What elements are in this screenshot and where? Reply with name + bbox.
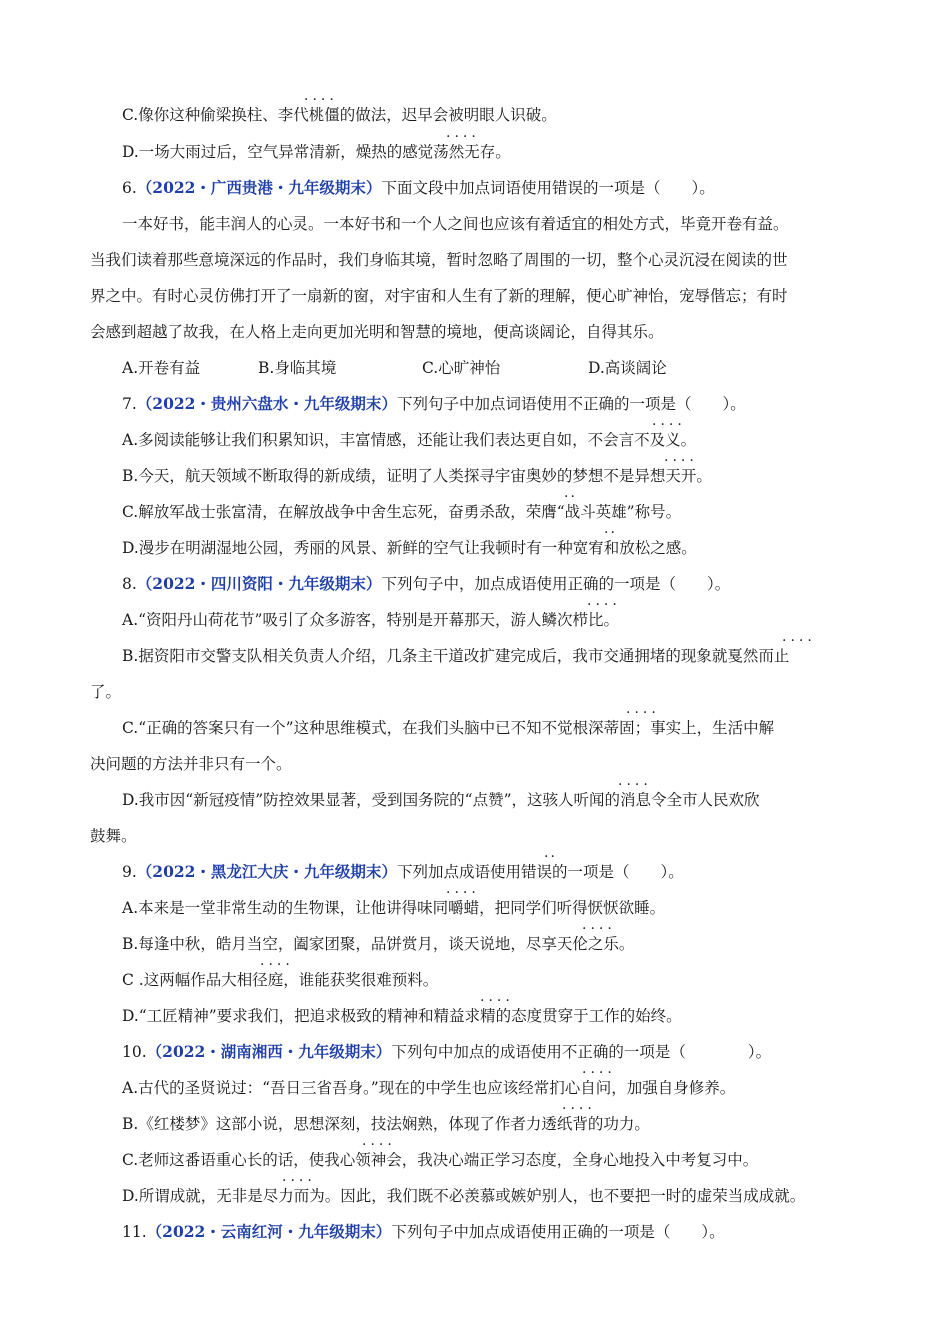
question-source: （2022・黑龙江大庆・九年级期末） bbox=[136, 862, 397, 881]
emphasis-dots: ·· bbox=[604, 525, 617, 541]
q10-option-b: B.《红楼梦》这部小说，思想深刻，技法娴熟，体现了作者力透纸背的功力。 bbox=[122, 1115, 650, 1133]
passage-line: 界之中。有时心灵仿佛打开了一扇新的窗，对宇宙和人生有了新的理解，便心旷神怡，宠辱偕忘；有时 bbox=[90, 287, 788, 305]
question-source: （2022・四川资阳・九年级期末） bbox=[136, 574, 382, 593]
question-stem: 下列句子中加点成语使用正确的一项是（ ）。 bbox=[391, 1223, 725, 1241]
emphasis-dots: ···· bbox=[562, 1101, 596, 1117]
emphasis-dots: ···· bbox=[782, 633, 816, 649]
q7-option-a: A.多阅读能够让我们积累知识，丰富情感，还能让我们表达更自如，不会言不及义。 bbox=[122, 431, 697, 449]
q8-option-b: B.据资阳市交警支队相关负责人介绍，几条主干道改扩建完成后，我市交通拥堵的现象就戛然而止 bbox=[122, 647, 790, 665]
question-10-header bbox=[122, 1042, 771, 1062]
q8-option-d-cont: 鼓舞。 bbox=[90, 827, 137, 845]
q10-option-d: D.所谓成就，无非是尽力而为。因此，我们既不必羡慕或嫉妒别人，也不要把一时的虚荣当成成就。 bbox=[122, 1187, 806, 1205]
q9-option-b: B.每逢中秋，皓月当空，阖家团聚，品饼赏月，谈天说地，尽享天伦之乐。 bbox=[122, 935, 635, 953]
question-stem: 下列句中加点的成语使用不正确的一项是（ ）。 bbox=[391, 1043, 772, 1061]
emphasis-dots: ···· bbox=[446, 885, 480, 901]
question-number: 10. bbox=[122, 1043, 147, 1061]
emphasis-dots: ···· bbox=[618, 777, 652, 793]
q8-option-c-cont: 决问题的方法并非只有一个。 bbox=[90, 755, 292, 773]
emphasis-dots: ···· bbox=[582, 1065, 616, 1081]
emphasis-dots: ···· bbox=[480, 993, 514, 1009]
q7-option-b: B.今天，航天领域不断取得的新成绩，证明了人类探寻宇宙奥妙的梦想不是异想天开。 bbox=[122, 467, 712, 485]
question-6-header bbox=[122, 178, 715, 198]
emphasis-dots: ···· bbox=[446, 129, 480, 145]
emphasis-dots: ···· bbox=[282, 1173, 316, 1189]
question-stem: 下列句子中，加点成语使用正确的一项是（ ）。 bbox=[381, 575, 731, 593]
question-source: （2022・云南红河・九年级期末） bbox=[146, 1222, 392, 1241]
question-stem: 下面文段中加点词语使用错误的一项是（ ）。 bbox=[381, 179, 715, 197]
option-b: B.身临其境 bbox=[258, 359, 337, 377]
option-c: C.心旷神怡 bbox=[422, 359, 501, 377]
emphasis-dots: ···· bbox=[626, 705, 660, 721]
question-9-header bbox=[122, 862, 684, 882]
question-source: （2022・湖南湘西・九年级期末） bbox=[146, 1042, 392, 1061]
emphasis-dots: ···· bbox=[652, 417, 686, 433]
q8-option-c: C.“正确的答案只有一个”这种思维模式，在我们头脑中已不知不觉根深蒂固；事实上，生活中解 bbox=[122, 719, 775, 737]
question-number: 7. bbox=[122, 395, 137, 413]
passage-line: 会感到超越了故我，在人格上走向更加光明和智慧的境地，便高谈阔论，自得其乐。 bbox=[90, 323, 664, 341]
question-source: （2022・贵州六盘水・九年级期末） bbox=[136, 394, 397, 413]
q8-option-a: A.“资阳丹山荷花节”吸引了众多游客，特别是开幕那天，游人鳞次栉比。 bbox=[122, 611, 619, 629]
question-number: 6. bbox=[122, 179, 137, 197]
q5-option-c: C.像你这种偷梁换柱、李代桃僵的做法，迟早会被明眼人识破。 bbox=[122, 106, 557, 124]
q8-option-b-cont: 了。 bbox=[90, 683, 122, 701]
emphasis-dots: ·· bbox=[564, 489, 577, 505]
passage-line: 一本好书，能丰润人的心灵。一本好书和一个人之间也应该有着适宜的相处方式，毕竟开卷有益。 bbox=[122, 215, 789, 233]
emphasis-dots: ·· bbox=[544, 849, 557, 865]
q10-option-c: C.老师这番语重心长的话，使我心领神会，我决心端正学习态度，全身心地投入中考复习中。 bbox=[122, 1151, 759, 1169]
emphasis-dots: ···· bbox=[664, 453, 698, 469]
question-7-header bbox=[122, 394, 746, 414]
q9-option-c: C .这两幅作品大相径庭，谁能获奖很难预料。 bbox=[122, 971, 439, 989]
question-number: 9. bbox=[122, 863, 137, 881]
emphasis-dots: ···· bbox=[260, 957, 294, 973]
question-number: 8. bbox=[122, 575, 137, 593]
question-6-options bbox=[122, 358, 667, 378]
question-8-header bbox=[122, 574, 730, 594]
q8-option-d: D.我市因“新冠疫情”防控效果显著，受到国务院的“点赞”，这骇人听闻的消息令全市人民欢欣 bbox=[122, 791, 760, 809]
q7-option-d: D.漫步在明湖湿地公园，秀丽的风景、新鲜的空气让我顿时有一种宽宥和放松之感。 bbox=[122, 539, 697, 557]
emphasis-dots: ···· bbox=[587, 597, 621, 613]
question-11-header bbox=[122, 1222, 725, 1242]
passage-line: 当我们读着那些意境深远的作品时，我们身临其境，暂时忽略了周围的一切，整个心灵沉浸在阅读的世 bbox=[90, 251, 788, 269]
q9-option-d: D.“工匠精神”要求我们，把追求极致的精神和精益求精的态度贯穿于工作的始终。 bbox=[122, 1007, 682, 1025]
q5-option-d: D.一场大雨过后，空气异常清新，燥热的感觉荡然无存。 bbox=[122, 143, 511, 161]
q9-option-a: A.本来是一堂非常生动的生物课，让他讲得味同嚼蜡，把同学们听得恹恹欲睡。 bbox=[122, 899, 666, 917]
emphasis-dots: ···· bbox=[304, 92, 338, 108]
question-source: （2022・广西贵港・九年级期末） bbox=[136, 178, 382, 197]
question-number: 11. bbox=[122, 1223, 147, 1241]
option-a: A.开卷有益 bbox=[122, 359, 201, 377]
q10-option-a: A.古代的圣贤说过：“吾日三省吾身。”现在的中学生也应该经常扪心自问，加强自身修养。 bbox=[122, 1079, 736, 1097]
emphasis-dots: ···· bbox=[362, 1137, 396, 1153]
q7-option-c: C.解放军战士张富清，在解放战争中舍生忘死，奋勇杀敌，荣膺“战斗英雄”称号。 bbox=[122, 503, 682, 521]
question-stem: 下列加点成语使用错误的一项是（ ）。 bbox=[396, 863, 684, 881]
question-stem: 下列句子中加点词语使用不正确的一项是（ ）。 bbox=[396, 395, 746, 413]
option-d: D.高谈阔论 bbox=[588, 359, 667, 377]
emphasis-dots: ···· bbox=[582, 921, 616, 937]
